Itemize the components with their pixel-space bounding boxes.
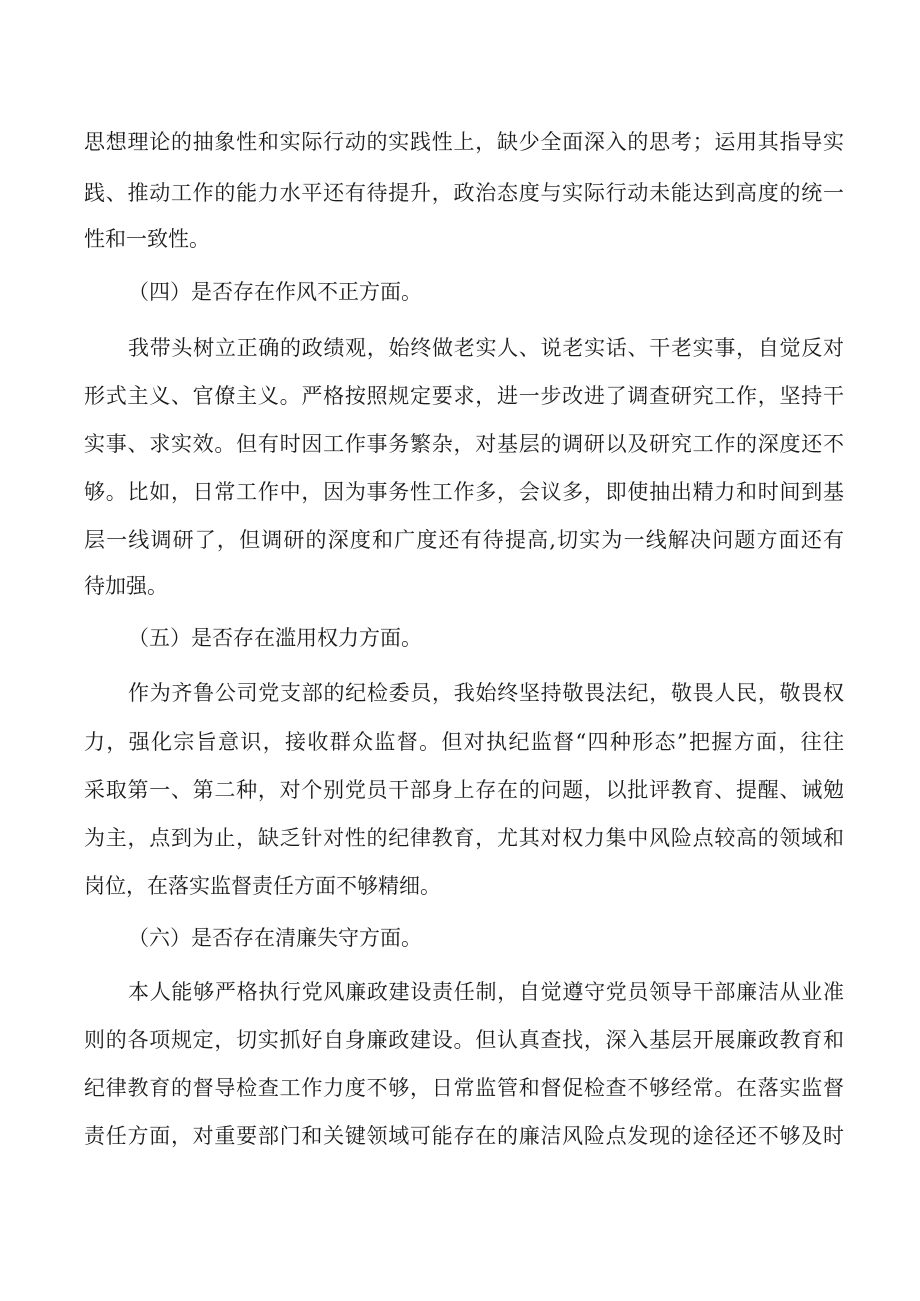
text-line: 性和一致性。 [84,227,210,251]
section-heading: （四）是否存在作风不正方面。 [128,280,422,304]
text-line: 为主，点到为止，缺乏针对性的纪律教育，尤其对权力集中风险点较高的领域和 [84,826,844,850]
text-line: 责任方面，对重要部门和关键领域可能存在的廉洁风险点发现的途径还不够及时 [84,1124,844,1148]
text-line: 够。比如，日常工作中，因为事务性工作多，会议多，即使抽出精力和时间到基 [84,480,844,504]
text-line: 思想理论的抽象性和实际行动的实践性上，缺少全面深入的思考；运用其指导实 [84,130,844,154]
text-line: 本人能够严格执行党风廉政建设责任制，自觉遵守党员领导干部廉洁从业准 [128,980,844,1004]
text-line: 纪律教育的督导检查工作力度不够，日常监管和督促检查不够经常。在落实监督 [84,1076,844,1100]
section-heading: （六）是否存在清廉失守方面。 [128,926,422,950]
section-heading: （五）是否存在滥用权力方面。 [128,626,422,650]
text-line: 践、推动工作的能力水平还有待提升，政治态度与实际行动未能达到高度的统一 [84,181,844,205]
text-line: 我带头树立正确的政绩观，始终做老实人、说老实话、干老实事，自觉反对 [128,336,844,360]
text-line: 层一线调研了，但调研的深度和广度还有待提高,切实为一线解决问题方面还有 [84,528,844,552]
text-line: 力，强化宗旨意识，接收群众监督。但对执纪监督“四种形态”把握方面，往往 [84,730,844,754]
text-line: 岗位，在落实监督责任方面不够精细。 [84,874,441,898]
text-line: 待加强。 [84,574,168,598]
text-line: 形式主义、官僚主义。严格按照规定要求，进一步改进了调查研究工作，坚持干 [84,384,844,408]
text-line: 实事、求实效。但有时因工作事务繁杂，对基层的调研以及研究工作的深度还不 [84,432,844,456]
text-line: 作为齐鲁公司党支部的纪检委员，我始终坚持敬畏法纪，敬畏人民，敬畏权 [128,681,844,705]
text-line: 采取第一、第二种，对个别党员干部身上存在的问题，以批评教育、提醒、诫勉 [84,778,844,802]
text-line: 则的各项规定，切实抓好自身廉政建设。但认真查找，深入基层开展廉政教育和 [84,1028,844,1052]
